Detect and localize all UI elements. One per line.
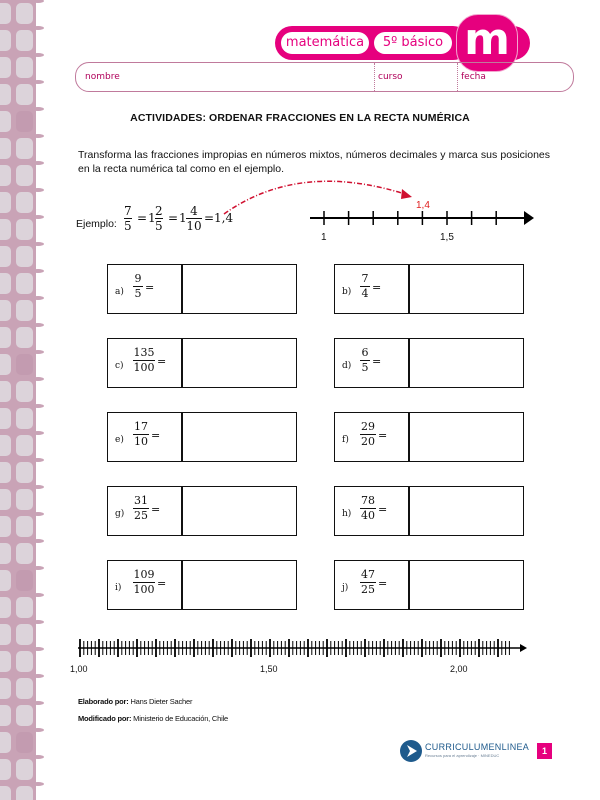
box-divider [181,487,183,535]
example-whole-1: 1 [148,211,156,225]
exercise-fraction: 78 40 [361,494,375,522]
box-divider [408,339,410,387]
equals-sign: = [151,503,161,516]
exercise-box-b [334,264,524,314]
box-divider [408,413,410,461]
box-divider [181,265,183,313]
box-divider [181,413,183,461]
example-fraction-3: $\frac{4}{10}$ [186,204,202,233]
exercise-letter: g) [115,509,125,519]
equals-sign: = [378,429,388,442]
exercise-fraction: 109 100 [133,568,155,596]
equals-sign: = [378,503,388,516]
example-number-line [0,0,600,260]
example-line-start: 1 [321,232,327,243]
subject-label: matemática [281,32,369,54]
box-divider [408,265,410,313]
answer-field[interactable] [186,267,292,311]
exercise-box-e [107,412,297,462]
answer-field[interactable] [413,489,519,533]
exercise-box-h [334,486,524,536]
grade-label: 5º básico [374,32,452,54]
subject-badge: m [456,14,518,72]
answer-field[interactable] [186,563,292,607]
exercise-letter: h) [342,509,352,519]
credit-author: Elaborado por: Hans Dieter Sacher [78,697,193,706]
exercise-box-g [107,486,297,536]
example-fraction-1: $\frac{7}{5}$ [124,204,132,233]
exercise-letter: i) [115,583,122,593]
instructions: Transforma las fracciones impropias en números mixtos, números decimales y marca sus posiciones en la recta numérica tal como en el ejemplo. [78,149,550,175]
credit-modifier: Modificado por: Ministerio de Educación, Chile [78,714,229,723]
answer-field[interactable] [186,489,292,533]
exercise-fraction: 31 25 [134,494,148,522]
box-divider [408,487,410,535]
answer-field[interactable] [413,415,519,459]
exercise-fraction: 17 10 [134,420,148,448]
exercise-letter: a) [115,287,124,297]
exercise-fraction: 29 20 [361,420,375,448]
answer-field[interactable] [186,415,292,459]
equals-sign: = [168,211,179,225]
page-title: ACTIVIDADES: ORDENAR FRACCIONES EN LA RECTA NUMÉRICA [130,112,470,124]
exercise-box-d [334,338,524,388]
number-line-label-mid: 1,50 [260,664,278,674]
exercise-letter: j) [342,583,349,593]
exercise-box-a [107,264,297,314]
logo-subtext: Recursos para el aprendizaje · MINEDUC [425,753,500,758]
equals-sign: = [157,355,167,368]
date-field[interactable]: fecha [461,72,486,82]
exercise-letter: f) [342,435,349,445]
example-whole-2: 1 [179,211,187,225]
curriculum-logo [400,740,530,767]
equals-sign: = [204,211,215,225]
name-field[interactable]: nombre [85,72,120,82]
number-line-label-end: 2,00 [450,664,468,674]
exercise-letter: d) [342,361,352,371]
logo-text: CURRICULUMENLINEA [425,742,530,752]
box-divider [408,561,410,609]
exercise-fraction: 9 5 [134,272,142,300]
example-label: Ejemplo: [76,218,117,230]
exercise-fraction: 47 25 [361,568,375,596]
exercise-box-c [107,338,297,388]
example-fraction-2: $\frac{2}{5}$ [155,204,163,233]
number-line-label-start: 1,00 [70,664,88,674]
exercise-fraction: 6 5 [361,346,369,374]
equals-sign: = [137,211,148,225]
equals-sign: = [372,355,382,368]
answer-field[interactable] [413,563,519,607]
answer-number-line[interactable] [0,630,600,670]
answer-field[interactable] [413,267,519,311]
exercise-fraction: 7 4 [361,272,369,300]
equals-sign: = [157,577,167,590]
exercise-box-f [334,412,524,462]
box-divider [181,561,183,609]
page-number-badge: 1 [537,743,552,759]
equals-sign: = [372,281,382,294]
answer-field[interactable] [413,341,519,385]
course-field[interactable]: curso [378,72,403,82]
example-decimal: 1,4 [214,211,234,225]
exercise-fraction: 135 100 [133,346,155,374]
example-line-mid: 1,5 [440,232,454,243]
exercise-letter: c) [115,361,124,371]
equals-sign: = [151,429,161,442]
equals-sign: = [145,281,155,294]
exercise-letter: b) [342,287,352,297]
answer-field[interactable] [186,341,292,385]
exercise-box-j [334,560,524,610]
box-divider [181,339,183,387]
exercise-box-i [107,560,297,610]
play-arrow-icon [400,740,422,762]
equals-sign: = [378,577,388,590]
example-line-marked: 1,4 [416,200,430,211]
exercise-letter: e) [115,435,124,445]
